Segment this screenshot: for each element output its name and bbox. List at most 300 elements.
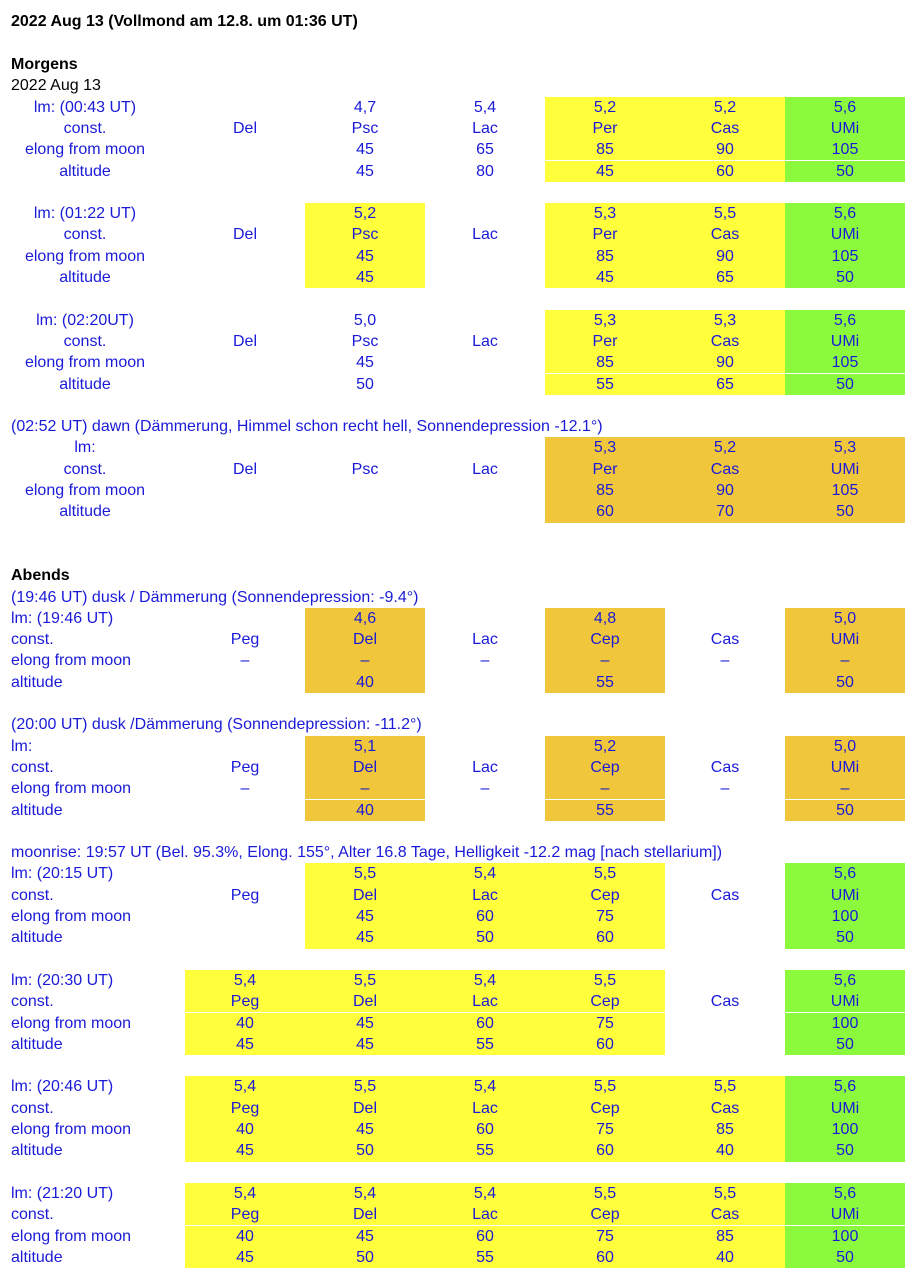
table-cell: 85 [545,139,665,160]
table-cell: 60 [545,1247,665,1268]
table-cell: UMi [785,629,905,650]
table-cell: Lac [472,631,498,649]
table-cell: 40 [185,1013,305,1034]
table-cell: – [545,650,665,671]
table-cell: 65 [476,141,494,159]
table-cell: 5,4 [473,98,497,116]
table-row [0,352,923,373]
table-row [0,267,923,288]
table-row [0,310,923,331]
table-cell: UMi [785,459,905,480]
table-cell: 100 [785,1226,905,1247]
table-cell: Cas [665,1098,785,1119]
row-label: altitude [59,162,111,180]
table-cell: 45 [356,354,374,372]
table-cell: 50 [785,800,905,821]
table-cell [185,800,305,821]
table-cell: Cas [665,118,785,139]
table-cell [665,863,785,884]
table-cell: Lac [472,332,498,350]
table-cell: 60 [545,501,665,522]
table-row [0,672,923,693]
table-cell [665,906,785,927]
table-cell: 50 [785,501,905,522]
table-cell: 5,4 [185,970,305,991]
table-row [0,736,923,757]
table-cell: Del [305,629,425,650]
table-cell [185,310,305,331]
table-cell: 45 [356,162,374,180]
table-cell [185,203,305,224]
table-cell [425,267,545,288]
table-cell: 5,2 [665,97,785,118]
table-row [0,885,923,906]
row-label: lm: [11,737,33,755]
table-cell: 55 [545,800,665,821]
table-cell: Lac [472,758,498,776]
table-cell [425,736,545,757]
table-cell: – [785,650,905,671]
row-label: elong from moon [11,908,132,925]
table-cell: 5,4 [185,1076,305,1097]
table-cell: Peg [230,631,260,649]
table-cell: Del [305,1098,425,1119]
table-cell: Cas [710,758,740,776]
table-cell: 105 [785,246,905,267]
table-cell [665,927,785,948]
table-cell: 85 [545,480,665,501]
row-label: altitude [59,269,111,286]
table-cell: 55 [545,672,665,693]
evening-heading: Abends [11,567,70,584]
dawn-note: (02:52 UT) dawn (Dämmerung, Himmel schon recht hell, Sonnendepression -12.1°) [11,418,603,435]
table-cell [425,800,545,821]
table-cell: Lac [425,885,545,906]
table-row [0,906,923,927]
table-cell: 60 [425,1226,545,1247]
row-label: const. [63,332,107,350]
table-cell: 45 [305,1226,425,1247]
row-label: const. [63,119,107,137]
table-cell: 5,3 [545,310,665,331]
table-cell [185,906,305,927]
table-cell: 50 [356,375,374,393]
table-cell: 50 [785,267,905,288]
table-cell: 105 [785,139,905,160]
table-cell: 40 [185,1226,305,1247]
table-cell [185,161,305,182]
table-row [0,650,923,671]
table-row [0,970,923,991]
table-cell: 5,2 [545,736,665,757]
table-row [0,224,923,245]
table-cell: – [720,780,730,798]
row-label: altitude [11,929,63,947]
table-cell: 5,6 [785,970,905,991]
table-cell: 45 [305,1013,425,1034]
row-label: lm: [74,439,96,457]
table-cell: Cas [665,1204,785,1225]
table-cell: – [545,778,665,799]
table-cell: Cep [545,991,665,1012]
table-row [0,480,923,501]
table-cell: 5,4 [425,1183,545,1204]
table-cell: 75 [545,1226,665,1247]
table-cell: 5,5 [305,1076,425,1097]
table-cell: 85 [545,246,665,267]
table-cell: 50 [305,1140,425,1161]
table-cell [185,501,305,522]
row-label: lm: (21:20 UT) [11,1184,114,1202]
table-cell: 45 [185,1247,305,1268]
table-cell: 60 [425,1119,545,1140]
table-cell: 5,3 [545,437,665,458]
table-cell: 5,4 [305,1183,425,1204]
row-label: const. [11,993,54,1011]
table-cell: Peg [185,1098,305,1119]
table-cell: 65 [665,374,785,395]
table-cell [425,352,545,373]
table-cell [425,374,545,395]
table-row [0,629,923,650]
table-row [0,374,923,395]
row-label: elong from moon [24,247,146,265]
table-cell: 55 [425,1034,545,1055]
row-label: lm: (19:46 UT) [11,609,114,627]
row-label: elong from moon [11,652,132,670]
table-cell [425,501,545,522]
table-row [0,1034,923,1055]
table-cell: 55 [425,1140,545,1161]
table-cell: 70 [665,501,785,522]
table-cell: 45 [305,246,425,267]
table-row [0,991,923,1012]
table-cell: 5,4 [425,1076,545,1097]
table-cell: 5,3 [545,203,665,224]
table-cell: Lac [425,1204,545,1225]
table-cell: 45 [545,267,665,288]
table-cell [185,863,305,884]
table-cell [185,246,305,267]
table-cell: – [480,652,490,670]
table-cell: 45 [545,161,665,182]
row-label: lm: (20:30 UT) [11,971,114,989]
table-cell: 75 [545,1013,665,1034]
table-cell: 45 [356,141,374,159]
table-cell: Per [545,331,665,352]
table-cell: 5,2 [545,97,665,118]
table-cell: 5,5 [545,970,665,991]
table-cell: UMi [785,331,905,352]
table-row [0,1183,923,1204]
table-cell: Lac [425,991,545,1012]
table-cell [185,480,305,501]
table-cell: 5,0 [785,736,905,757]
table-cell: Cas [665,459,785,480]
row-label: elong from moon [11,1227,132,1245]
table-cell: Lac [472,119,498,137]
table-cell: 40 [665,1140,785,1161]
table-cell: Psc [351,460,379,478]
table-cell: Del [232,460,257,478]
row-label: lm: (20:46 UT) [11,1078,114,1096]
row-label: altitude [11,1035,63,1053]
table-cell: 5,1 [305,736,425,757]
table-cell [185,437,305,458]
table-cell: Cep [545,629,665,650]
table-cell: 45 [305,906,425,927]
table-cell: 5,0 [353,311,377,329]
row-label: altitude [59,503,111,521]
table-cell: Per [545,459,665,480]
table-cell: 60 [665,161,785,182]
table-cell: Cas [710,631,740,649]
table-cell: 55 [425,1247,545,1268]
row-label: elong from moon [24,482,146,499]
table-row [0,459,923,480]
table-row [0,608,923,629]
table-cell: 45 [305,1119,425,1140]
table-cell: – [240,780,250,798]
table-cell: – [480,780,490,798]
table-cell: Cas [665,224,785,245]
table-cell [185,608,305,629]
table-cell: 45 [305,1034,425,1055]
table-row [0,1226,923,1247]
table-cell: Lac [472,226,498,244]
table-cell: UMi [785,1098,905,1119]
table-cell: 85 [665,1119,785,1140]
table-cell: Del [305,1204,425,1225]
table-cell: Psc [305,224,425,245]
table-row [0,757,923,778]
table-cell: 40 [305,672,425,693]
table-cell: Lac [472,460,498,478]
table-row [0,501,923,522]
table-row [0,118,923,139]
table-cell: 50 [785,374,905,395]
table-cell [425,437,545,458]
table-cell [305,501,425,522]
row-label: const. [11,886,54,904]
table-cell: Del [305,885,425,906]
table-cell [185,736,305,757]
table-cell: Cep [545,885,665,906]
table-cell: Cas [665,331,785,352]
table-cell [425,246,545,267]
table-row [0,927,923,948]
table-row [0,800,923,821]
table-cell: 5,5 [665,1183,785,1204]
table-cell: 50 [785,1247,905,1268]
row-label: elong from moon [24,141,146,159]
row-label: const. [11,1206,54,1224]
table-cell: 5,6 [785,310,905,331]
table-cell: 5,0 [785,608,905,629]
table-cell: Del [232,119,257,137]
row-label: elong from moon [11,1014,132,1032]
dusk-note-2000: (20:00 UT) dusk /Dämmerung (Sonnendepression: -11.2°) [11,716,422,733]
table-cell [185,97,305,118]
table-row [0,1076,923,1097]
table-cell: 85 [665,1226,785,1247]
table-cell: Del [232,332,257,350]
table-cell [185,672,305,693]
table-cell: 5,5 [545,1076,665,1097]
table-cell: 50 [785,161,905,182]
table-cell [185,139,305,160]
table-cell [305,437,425,458]
row-label: elong from moon [11,780,132,798]
table-row [0,1204,923,1225]
table-cell: Psc [351,119,379,137]
row-label: const. [11,1099,54,1117]
table-cell: 5,5 [545,863,665,884]
table-cell: 5,4 [425,970,545,991]
table-cell: UMi [785,224,905,245]
table-cell: 45 [185,1140,305,1161]
table-cell [665,970,785,991]
table-cell: 105 [785,352,905,373]
table-cell: – [785,778,905,799]
table-cell: Del [305,991,425,1012]
page-title: 2022 Aug 13 (Vollmond am 12.8. um 01:36 UT) [11,13,358,30]
table-cell: Cas [710,886,740,904]
table-cell: UMi [785,757,905,778]
table-cell [665,1034,785,1055]
table-cell: 5,3 [785,437,905,458]
table-cell: 5,2 [305,203,425,224]
table-row [0,139,923,160]
table-cell [665,608,785,629]
row-label: altitude [11,1142,63,1160]
table-cell: – [720,652,730,670]
table-cell: Peg [230,758,260,776]
dusk-note-1946: (19:46 UT) dusk / Dämmerung (Sonnendepression: -9.4°) [11,589,419,606]
row-label: altitude [59,375,111,393]
table-row [0,863,923,884]
table-cell [425,672,545,693]
table-cell: 40 [185,1119,305,1140]
table-cell: 5,4 [185,1183,305,1204]
table-cell: 55 [545,374,665,395]
row-label: elong from moon [24,354,146,372]
table-cell: – [240,652,250,670]
table-cell: – [305,650,425,671]
table-cell: 5,5 [545,1183,665,1204]
table-cell: 5,6 [785,97,905,118]
table-cell: 5,4 [425,863,545,884]
moonrise-note: moonrise: 19:57 UT (Bel. 95.3%, Elong. 155°, Alter 16.8 Tage, Helligkeit -12.2 mag [nach stellarium]) [11,844,723,861]
table-cell: Psc [351,332,379,350]
table-cell: 90 [665,480,785,501]
table-cell: 50 [785,1034,905,1055]
table-row [0,778,923,799]
row-label: const. [63,460,107,478]
table-cell: 100 [785,1013,905,1034]
table-cell: 4,6 [305,608,425,629]
table-cell: 80 [476,162,494,180]
table-cell: Per [545,224,665,245]
table-cell: 100 [785,906,905,927]
morning-heading: Morgens [11,56,78,73]
table-cell: 65 [665,267,785,288]
table-cell: 5,5 [305,970,425,991]
table-cell [665,1013,785,1034]
row-label: const. [11,758,54,776]
table-cell: 5,3 [665,310,785,331]
table-row [0,161,923,182]
row-label: lm: (02:20UT) [36,311,134,329]
table-cell: 5,2 [665,437,785,458]
table-row [0,203,923,224]
table-cell: 50 [785,672,905,693]
table-cell: 5,5 [665,203,785,224]
row-label: altitude [11,1248,63,1266]
table-cell: 50 [785,927,905,948]
table-cell: UMi [785,991,905,1012]
table-cell: 50 [785,1140,905,1161]
table-cell: 5,6 [785,1076,905,1097]
table-cell [425,310,545,331]
table-cell: 90 [665,246,785,267]
row-label: elong from moon [11,1121,132,1138]
table-row [0,1247,923,1268]
table-cell: 90 [665,139,785,160]
table-cell: 60 [545,1140,665,1161]
table-row [0,1013,923,1034]
table-cell: 60 [425,1013,545,1034]
table-cell: 45 [185,1034,305,1055]
table-row [0,1140,923,1161]
table-cell [665,672,785,693]
table-cell: Cep [545,1204,665,1225]
table-cell: 100 [785,1119,905,1140]
table-cell [425,480,545,501]
table-row [0,331,923,352]
table-cell: UMi [785,885,905,906]
table-cell: Cas [710,993,740,1011]
table-cell: 50 [305,1247,425,1268]
table-cell [185,352,305,373]
table-cell: 90 [665,352,785,373]
table-cell [665,800,785,821]
table-cell: 45 [305,927,425,948]
row-label: const. [63,226,107,244]
row-label: altitude [11,801,63,819]
table-row [0,437,923,458]
table-cell: 4,8 [545,608,665,629]
table-cell: 5,6 [785,1183,905,1204]
table-cell: 60 [545,1034,665,1055]
table-cell: Peg [185,991,305,1012]
table-cell: 50 [425,927,545,948]
table-cell [425,608,545,629]
table-cell: UMi [785,1204,905,1225]
table-cell: Cep [545,1098,665,1119]
table-cell: Lac [425,1098,545,1119]
table-cell: Per [545,118,665,139]
table-cell: 60 [545,927,665,948]
table-cell: 5,5 [665,1076,785,1097]
table-cell: 40 [665,1247,785,1268]
table-cell: 75 [545,906,665,927]
morning-date: 2022 Aug 13 [11,77,101,94]
table-cell: 5,6 [785,203,905,224]
table-row [0,97,923,118]
table-cell [185,927,305,948]
row-label: lm: (01:22 UT) [33,205,137,223]
